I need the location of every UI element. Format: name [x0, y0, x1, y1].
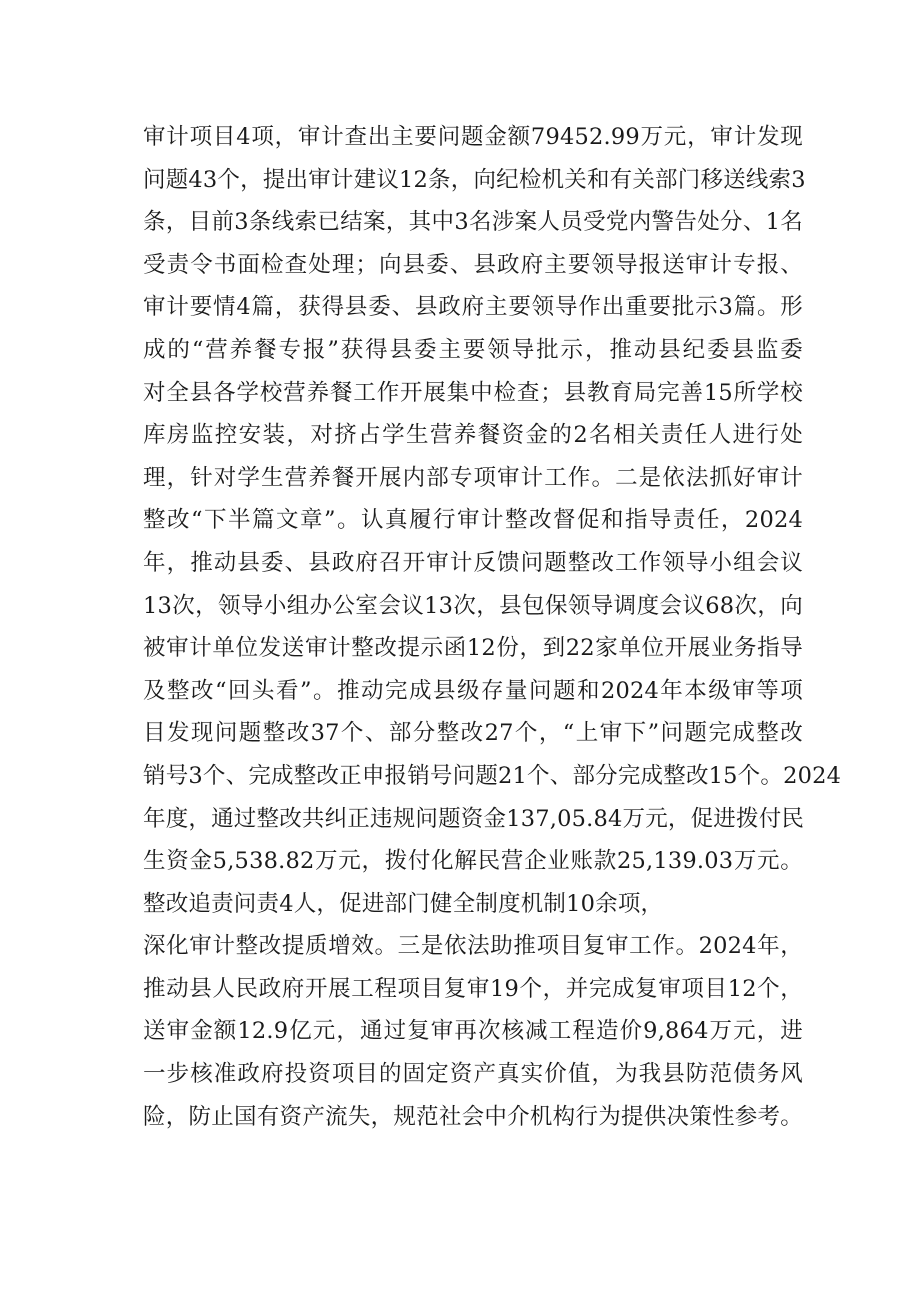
text-line: 一步核准政府投资项目的固定资产真实价值，为我县防范债务风 [143, 1061, 803, 1088]
text-line: 审计项目4项，审计查出主要问题金额79452.99万元，审计发现 [143, 124, 803, 150]
text-line: 销号3个、完成整改正申报销号问题21个、部分完成整改15个。2024 [143, 762, 842, 789]
text-line: 生资金5,538.82万元，拨付化解民营企业账款25,139.03万元。 [143, 848, 803, 875]
text-line: 整改追责问责4人，促进部门健全制度机制10余项， [143, 890, 664, 917]
text-line: 成的“营养餐专报”获得县委主要领导批示，推动县纪委县监委 [143, 336, 803, 363]
text-line: 整改“下半篇文章”。认真履行审计整改督促和指导责任，2024 [143, 507, 803, 534]
text-line: 年度，通过整改共纠正违规问题资金137,05.84万元，促进拨付民 [143, 805, 805, 832]
text-line: 条，目前3条线索已结案，其中3名涉案人员受党内警告处分、1名 [143, 209, 803, 236]
body-text [143, 116, 842, 1138]
text-line: 险，防止国有资产流失，规范社会中介机构行为提供决策性参考。 [143, 1103, 803, 1130]
text-line: 理，针对学生营养餐开展内部专项审计工作。二是依法抓好审计 [143, 464, 803, 491]
text-line: 对全县各学校营养餐工作开展集中检查；县教育局完善15所学校 [143, 379, 803, 406]
text-line: 送审金额12.9亿元，通过复审再次核减工程造价9,864万元，进 [143, 1018, 803, 1045]
text-line: 推动县人民政府开展工程项目复审19个，并完成复审项目12个， [143, 975, 803, 1002]
text-line: 库房监控安装，对挤占学生营养餐资金的2名相关责任人进行处 [143, 422, 803, 449]
text-line: 受责令书面检查处理；向县委、县政府主要领导报送审计专报、 [143, 251, 803, 278]
text-line: 被审计单位发送审计整改提示函12份，到22家单位开展业务指导 [143, 635, 803, 662]
text-line: 深化审计整改提质增效。三是依法助推项目复审工作。2024年， [143, 933, 803, 960]
text-line: 年，推动县委、县政府召开审计反馈问题整改工作领导小组会议 [143, 549, 803, 576]
text-line: 及整改“回头看”。推动完成县级存量问题和2024年本级审等项 [143, 677, 803, 704]
text-line: 目发现问题整改37个、部分整改27个，“上审下”问题完成整改 [143, 720, 803, 747]
text-line: 审计要情4篇，获得县委、县政府主要领导作出重要批示3篇。形 [143, 294, 803, 321]
text-line: 13次，领导小组办公室会议13次，县包保领导调度会议68次，向 [143, 592, 803, 619]
text-line: 问题43个，提出审计建议12条，向纪检机关和有关部门移送线索3 [143, 166, 806, 193]
